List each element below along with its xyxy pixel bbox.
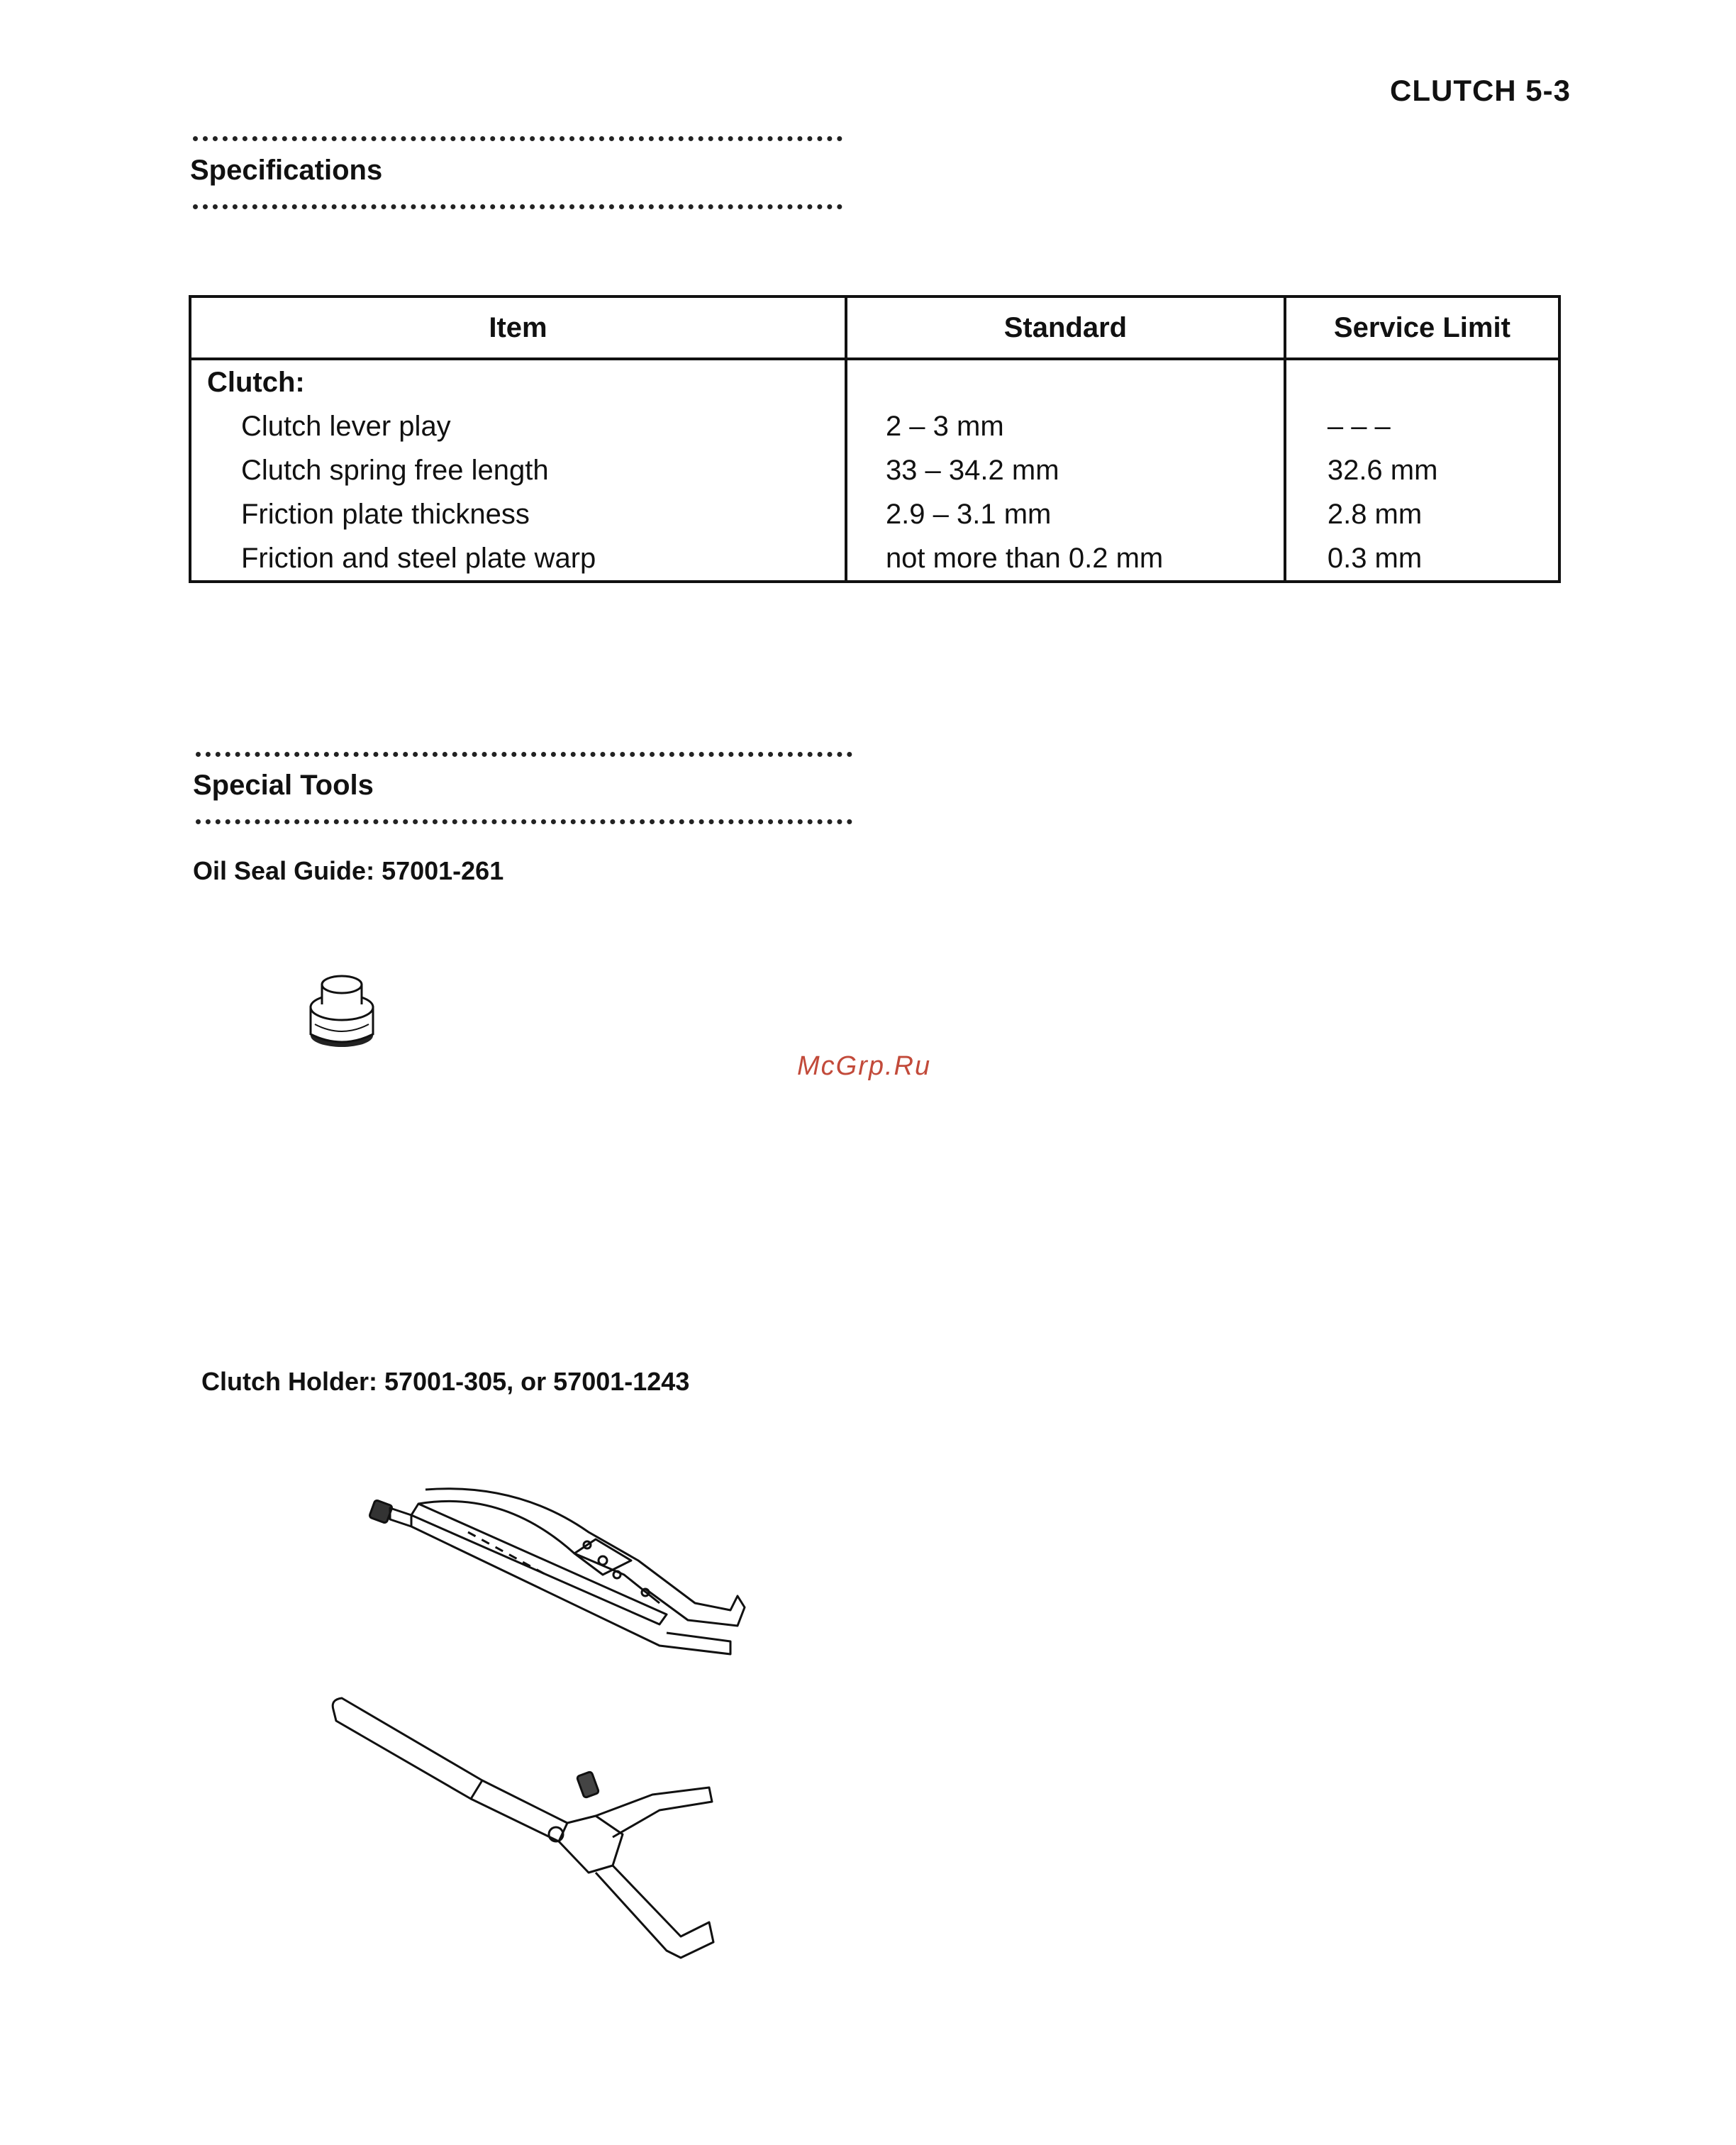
table-header-row <box>190 296 1559 359</box>
divider <box>196 819 852 824</box>
column-header-item: Item <box>190 296 846 359</box>
oil-seal-guide-label: Oil Seal Guide: 57001-261 <box>193 856 504 885</box>
spec-limit: 32.6 mm <box>1327 455 1438 486</box>
spec-standard: 2 – 3 mm <box>885 411 1004 442</box>
group-label: Clutch: <box>207 367 305 398</box>
spec-limit: 0.3 mm <box>1327 543 1423 574</box>
clutch-holder-pliers-illustration <box>362 1468 759 1695</box>
column-header-standard: Standard <box>846 296 1285 359</box>
page-header: CLUTCH 5-3 <box>1390 74 1571 107</box>
divider <box>193 136 842 141</box>
specifications-title: Specifications <box>190 155 383 186</box>
spec-limit: 2.8 mm <box>1327 499 1423 530</box>
spec-limit: – – – <box>1327 411 1391 442</box>
clutch-holder-bar-illustration <box>326 1695 723 1993</box>
spec-item: Friction and steel plate warp <box>241 543 596 574</box>
spec-item: Clutch spring free length <box>241 455 549 486</box>
spec-standard: 2.9 – 3.1 mm <box>885 499 1052 530</box>
column-header-service-limit: Service Limit <box>1285 296 1559 359</box>
spec-item: Friction plate thickness <box>241 499 530 530</box>
oil-seal-guide-illustration <box>298 965 397 1057</box>
specifications-table <box>189 295 1561 583</box>
divider <box>196 752 852 757</box>
spec-standard: 33 – 34.2 mm <box>885 455 1059 486</box>
spec-item: Clutch lever play <box>241 411 451 442</box>
special-tools-title: Special Tools <box>193 770 374 801</box>
divider <box>193 204 842 209</box>
spec-standard: not more than 0.2 mm <box>885 543 1164 574</box>
watermark: McGrp.Ru <box>797 1051 932 1081</box>
table-row <box>190 359 1559 582</box>
clutch-holder-label: Clutch Holder: 57001-305, or 57001-1243 <box>201 1367 690 1396</box>
